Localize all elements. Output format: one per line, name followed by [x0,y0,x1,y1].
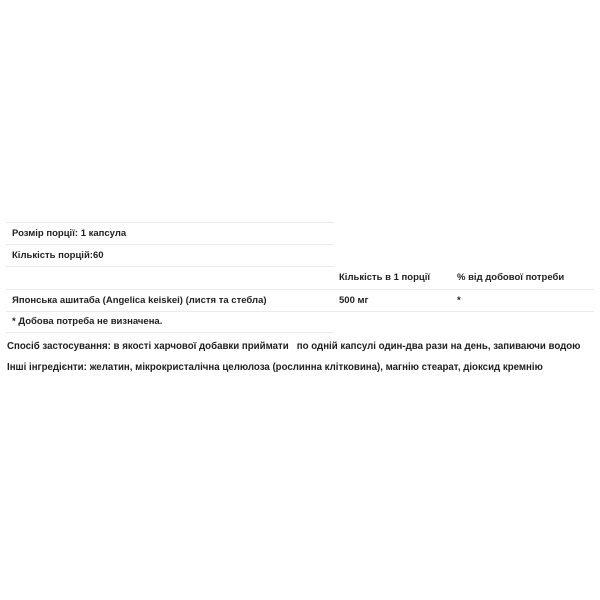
divider [6,222,334,223]
serving-size [12,228,126,240]
divider [6,266,334,267]
ingredient-amount: 500 мг [339,295,369,306]
header-daily-value: % від добової потреби [457,272,565,283]
servings-count-value: 60 [92,250,104,261]
divider [6,311,594,312]
ingredient-name: Японська ашитаба (Angelica keiskei) (листя та стебла) [12,295,267,306]
other-ingredients-text: желатин, мікрокристалічна целюлоза (рослинна клітковина), магнію стеарат, діоксид кремнію [89,362,543,373]
divider [6,332,334,333]
servings-count-label: Кількість порцій: [12,250,93,261]
divider [6,244,334,245]
divider [6,289,594,290]
usage-label: Спосіб застосування: [7,341,111,352]
servings-count [12,250,104,262]
usage [7,341,580,353]
serving-size-label: Розмір порції: [12,228,79,239]
usage-text: в якості харчової добавки приймати по одній капсулі один-два рази на день, запиваючи водою [113,341,581,352]
footnote: * Добова потреба не визначена. [12,316,163,327]
ingredient-dv: * [457,295,461,306]
header-amount: Кількість в 1 порції [339,272,431,283]
other-ingredients-label: Інші інгредієнти: [7,362,87,373]
serving-size-value: 1 капсула [80,228,127,239]
other-ingredients [7,362,543,374]
